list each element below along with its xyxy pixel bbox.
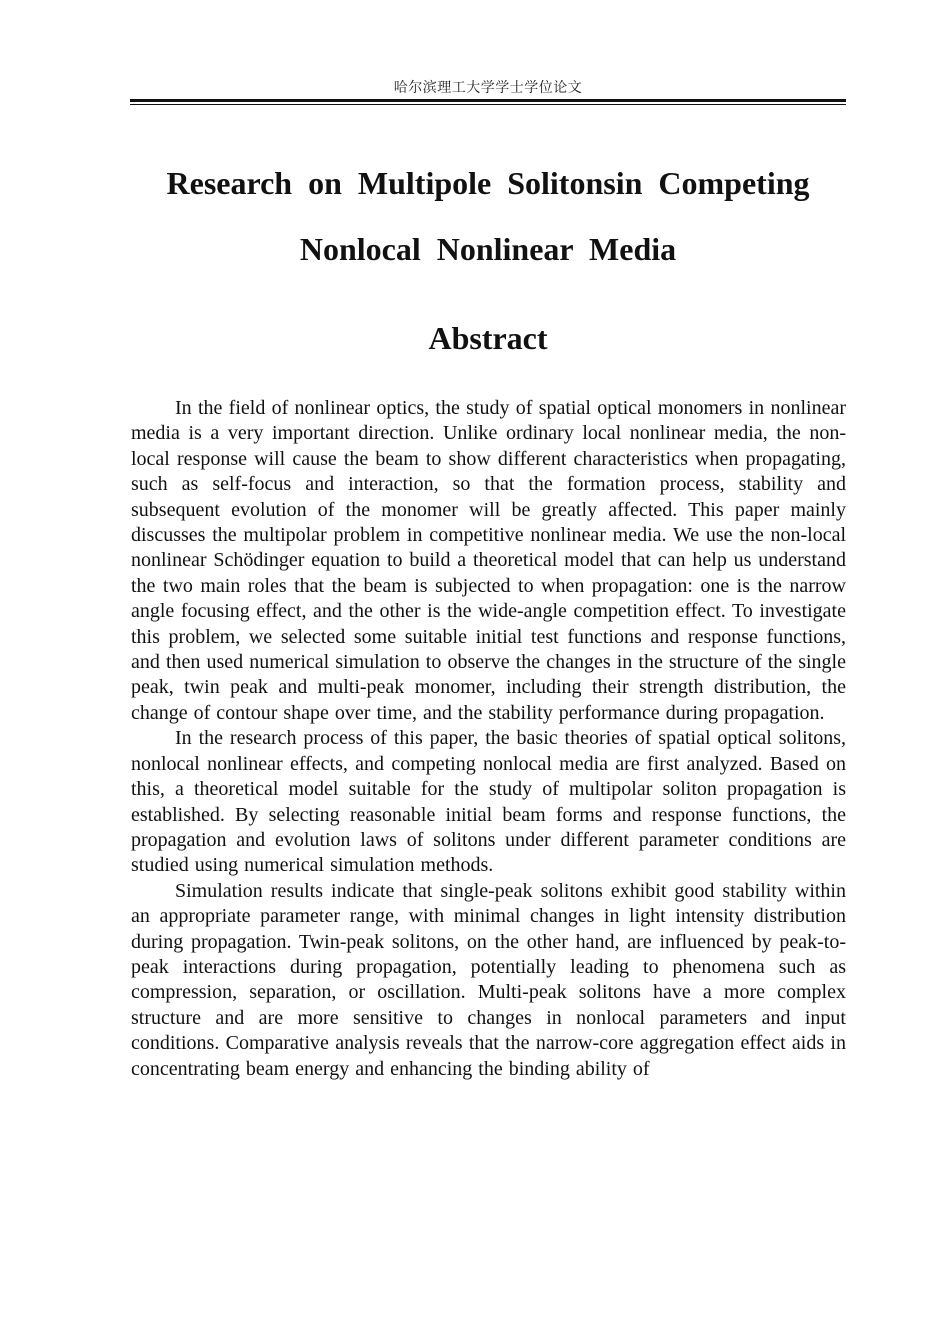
paper-title-line-2: Nonlocal Nonlinear Media	[299, 231, 677, 267]
abstract-heading: Abstract	[428, 320, 548, 356]
header-rule-thick	[130, 99, 846, 102]
abstract-body	[131, 396, 846, 1082]
abstract-paragraph-2: In the research process of this paper, the basic theories of spatial optical solitons, nonlocal nonlinear effects, and competing nonlocal media are first analyzed. Based on this, a theoretical model suitable for the study of multipolar soliton propagation is established. By selecting reasonable initial beam forms and response functions, the propagation and evolution laws of solitons under different parameter conditions are studied using numerical simulation methods.	[131, 727, 846, 877]
running-header: 哈尔滨理工大学学士学位论文	[393, 80, 583, 96]
paper-title	[130, 150, 846, 282]
paper-title-line-1: Research on Multipole Solitonsin Competing	[166, 165, 810, 201]
header-rule-thin	[130, 104, 846, 105]
abstract-paragraph-1: In the field of nonlinear optics, the study of spatial optical monomers in nonlinear media is a very important direction. Unlike ordinary local nonlinear media, the non-local response will cause the beam to show different characteristics when propagating, such as self-focus and interaction, so that the formation process, stability and subsequent evolution of the monomer will be greatly affected. This paper mainly discusses the multipolar problem in competitive nonlinear media. We use the non-local nonlinear Schödinger equation to build a theoretical model that can help us understand the two main roles that the beam is subjected to when propagation: one is the narrow angle focusing effect, and the other is the wide-angle competition effect. To investigate this problem, we selected some suitable initial test functions and response functions, and then used numerical simulation to observe the changes in the structure of the single peak, twin peak and multi-peak monomer, including their strength distribution, the change of contour shape over time, and the stability performance during propagation.	[131, 397, 846, 724]
abstract-paragraph-3: Simulation results indicate that single-peak solitons exhibit good stability within an appropriate parameter range, with minimal changes in light intensity distribution during propagation. Twin-peak solitons, on the other hand, are influenced by peak-to-peak interactions during propagation, potentially leading to phenomena such as compression, separation, or oscillation. Multi-peak solitons have a more complex structure and are more sensitive to changes in nonlocal parameters and input conditions. Comparative analysis reveals that the narrow-core aggregation effect aids in concentrating beam energy and enhancing the binding ability of	[131, 879, 846, 1080]
